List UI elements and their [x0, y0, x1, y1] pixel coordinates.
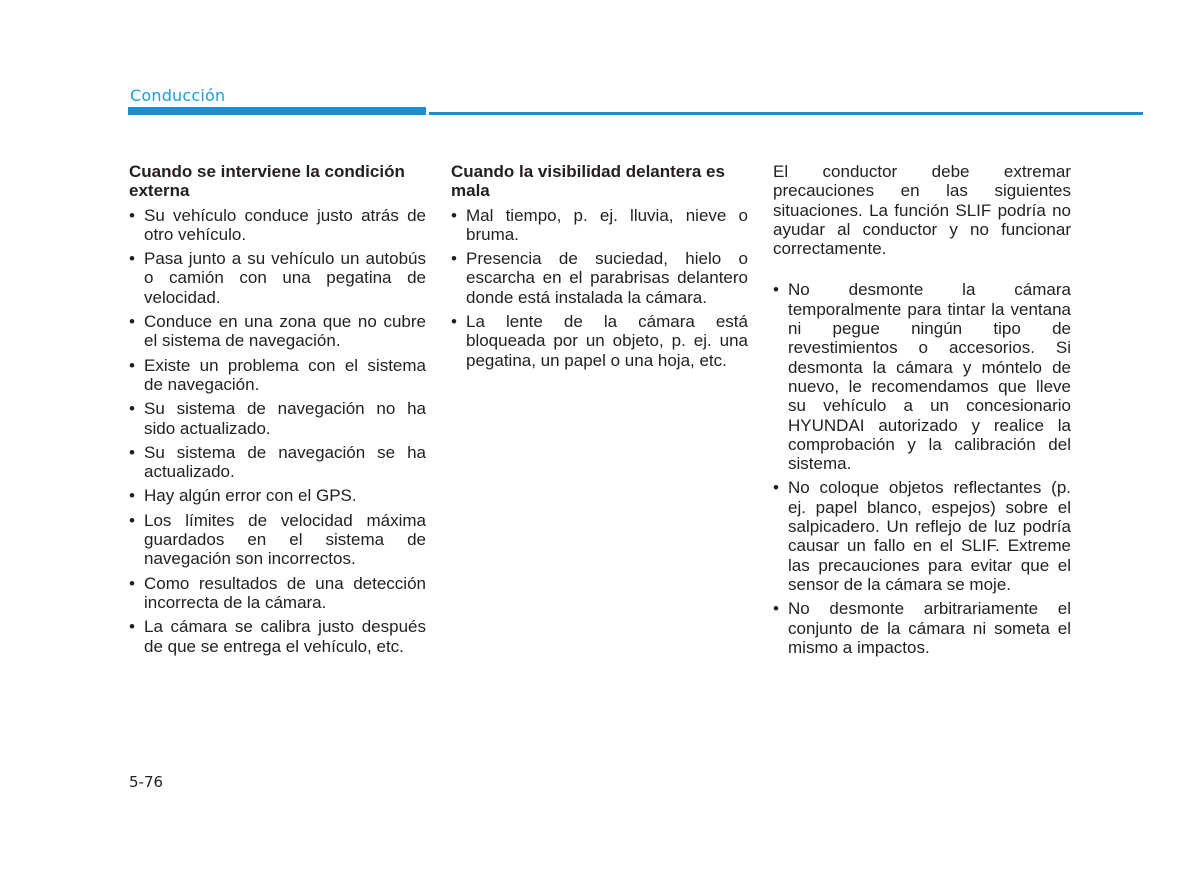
bullet-list: [129, 206, 426, 656]
column-poor-visibility: [451, 162, 748, 375]
bullet-icon: •: [129, 617, 135, 637]
bullet-list: [773, 280, 1071, 657]
list-item: [129, 356, 426, 395]
bullet-icon: •: [451, 312, 457, 332]
bullet-icon: •: [129, 573, 135, 593]
list-item-text: Los límites de velocidad máxima guardados en el sistema de navegación son incorrectos.: [144, 510, 426, 569]
bullet-list: [451, 206, 748, 370]
page-number: 5-76: [129, 773, 164, 791]
list-item-text: Hay algún error con el GPS.: [144, 486, 357, 506]
column-driver-precautions: [773, 162, 1071, 662]
list-item-text: Su sistema de navegación no ha sido actualizado.: [144, 399, 426, 438]
list-item-text: Presencia de suciedad, hielo o escarcha en el parabrisas delantero donde está instalada la cámara.: [466, 249, 748, 307]
list-item: [129, 617, 426, 656]
bullet-icon: •: [129, 399, 135, 419]
list-item-text: La cámara se calibra justo después de que se entrega el vehículo, etc.: [144, 617, 426, 656]
bullet-icon: •: [451, 205, 457, 225]
list-item-text: Existe un problema con el sistema de navegación.: [144, 355, 426, 394]
list-item: [129, 574, 426, 613]
bullet-icon: •: [773, 478, 779, 498]
section-title: Conducción: [130, 86, 226, 105]
list-item: [129, 312, 426, 351]
list-item-text: Conduce en una zona que no cubre el sistema de navegación.: [144, 312, 426, 351]
list-item-text: Mal tiempo, p. ej. lluvia, nieve o bruma.: [466, 205, 748, 244]
bullet-icon: •: [129, 205, 135, 225]
list-item-text: Como resultados de una detección incorrecta de la cámara.: [144, 573, 426, 612]
bullet-icon: •: [773, 280, 779, 300]
bullet-icon: •: [129, 355, 135, 375]
list-item: [451, 249, 748, 307]
column-heading: Cuando la visibilidad delantera es mala: [451, 162, 725, 201]
list-item-text: No coloque objetos reflectantes (p. ej. papel blanco, espejos) sobre el salpicadero. Un reflejo de luz podría causar un fallo en el SLIF. Extreme las precauciones para evitar que el sensor de la cámara se moje.: [788, 478, 1071, 594]
bullet-icon: •: [451, 249, 457, 269]
list-item-text: Su sistema de navegación se ha actualizado.: [144, 442, 426, 482]
bullet-icon: •: [129, 312, 135, 332]
column-heading: Cuando se interviene la condición externa: [129, 162, 405, 201]
list-item: [129, 486, 426, 505]
list-item-text: Pasa junto a su vehículo un autobús o camión con una pegatina de velocidad.: [144, 249, 426, 307]
bullet-icon: •: [129, 442, 135, 462]
header-rule-thick: [128, 107, 426, 115]
column-external-conditions: [129, 162, 426, 661]
bullet-icon: •: [773, 599, 779, 619]
list-item: [773, 478, 1071, 594]
list-item-text: Su vehículo conduce justo atrás de otro vehículo.: [144, 205, 426, 244]
bullet-icon: •: [129, 249, 135, 269]
list-item: [129, 399, 426, 438]
intro-paragraph: El conductor debe extremar precauciones en las siguientes situaciones. La función SLIF podría no ayudar al conductor y no funcionar correctamente.: [773, 162, 1071, 259]
list-item: [451, 312, 748, 370]
list-item-text: No desmonte arbitrariamente el conjunto de la cámara ni someta el mismo a impactos.: [788, 599, 1071, 657]
bullet-icon: •: [129, 510, 135, 530]
list-item: [129, 443, 426, 482]
bullet-icon: •: [129, 486, 135, 506]
list-item: [451, 206, 748, 245]
header-rule-thin: [429, 112, 1143, 115]
list-item: [129, 249, 426, 307]
list-item: [129, 206, 426, 245]
list-item-text: No desmonte la cámara temporalmente para tintar la ventana ni pegue ningún tipo de revestimientos o accesorios. Si desmonta la cámara y móntelo de nuevo, le recomendamos que lleve su vehículo a un concesionario HYUNDAI autorizado y realice la comprobación y la calibración del sistema.: [788, 280, 1071, 474]
list-item-text: La lente de la cámara está bloqueada por un objeto, p. ej. una pegatina, un papel o una hoja, etc.: [466, 312, 748, 370]
list-item: [129, 511, 426, 569]
list-item: [773, 280, 1071, 473]
list-item: [773, 599, 1071, 657]
